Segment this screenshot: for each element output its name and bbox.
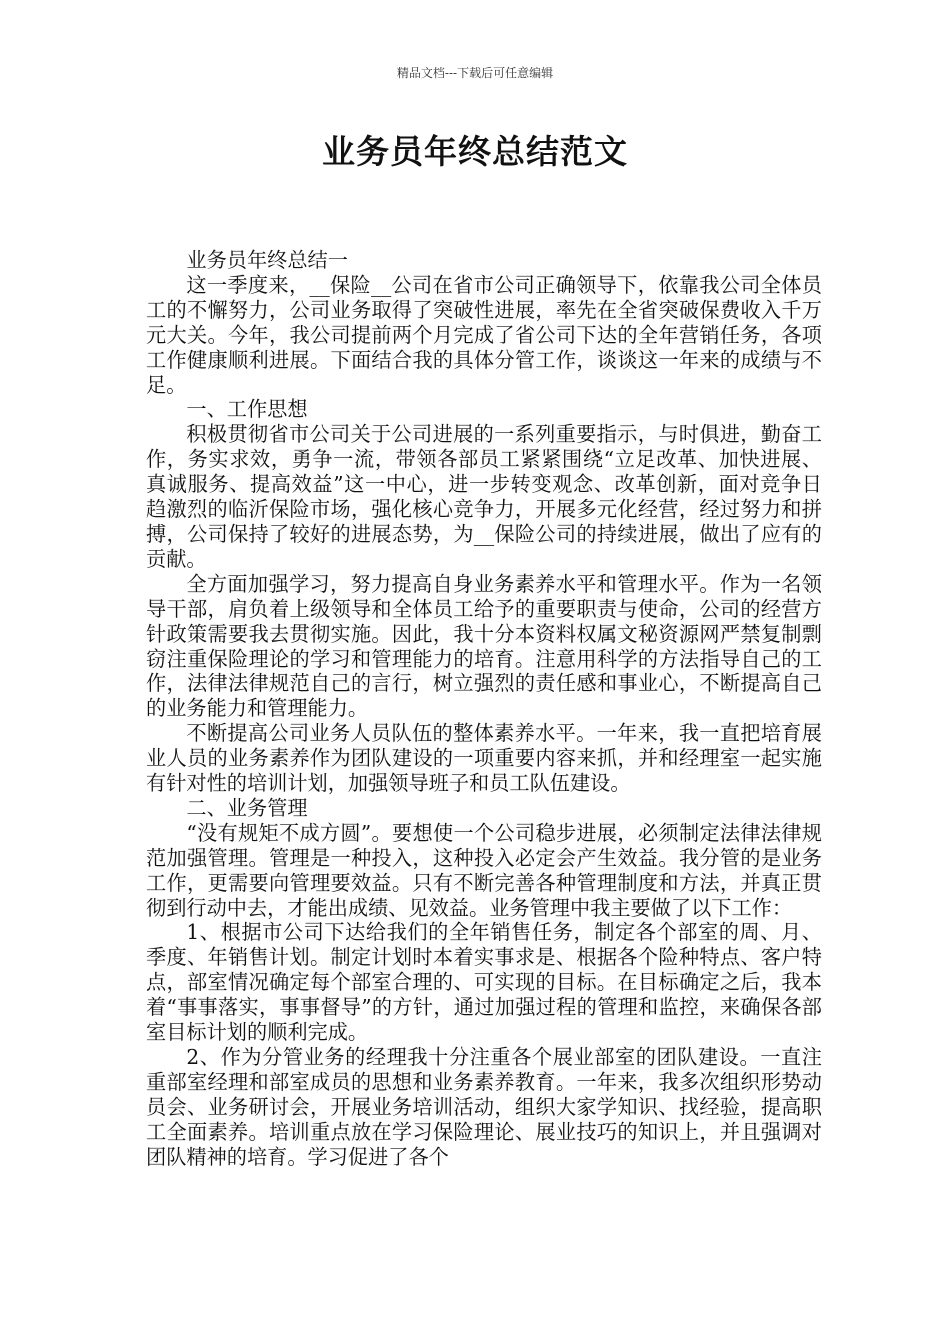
- paragraph-section-heading: 业务员年终总结一: [186, 248, 348, 272]
- paragraph: 2、作为分管业务的经理我十分注重各个展业部室的团队建设。一直注重部室经理和部室成员的思想和业务素养教育。一年来，我多次组织形势动员会、业务研讨会，开展业务培训活动，组织大家学知识、找经验，提高职工全面素养。培训重点放在学习保险理论、展业技巧的知识上，并且强调对团队精神的培育。学习促进了各个: [146, 1045, 822, 1169]
- paragraph-heading: 二、业务管理: [186, 795, 308, 820]
- header-note: 精品文档---下载后可任意编辑: [396, 66, 554, 80]
- paragraph: 全方面加强学习，努力提高自身业务素养水平和管理水平。作为一名领导干部，肩负着上级领导和全体员工给予的重要职责与使命，公司的经营方针政策需要我去贯彻实施。因此，我十分本资料权属文秘资源网严禁复制剽窃注重保险理论的学习和管理能力的培育。注意用科学的方法指导自己的工作，法律法律规范自己的言行，树立强烈的责任感和事业心，不断提高自己的业务能力和管理能力。: [146, 571, 822, 721]
- paragraph: 1、根据市公司下达给我们的全年销售任务，制定各个部室的周、月、季度、年销售计划。制定计划时本着实事求是、根据各个险种特点、客户特点，部室情况确定每个部室合理的、可实现的目标。在目标确定之后，我本着“事事落实，事事督导”的方针，通过加强过程的管理和监控，来确保各部室目标计划的顺利完成。: [146, 920, 822, 1045]
- paragraph: 积极贯彻省市公司关于公司进展的一系列重要指示，与时俱进，勤奋工作，务实求效，勇争一流，带领各部员工紧紧围绕“立足改革、加快进展、真诚服务、提高效益”这一中心，进一步转变观念、改革创新，面对竞争日趋激烈的临沂保险市场，强化核心竞争力，开展多元化经营，经过努力和拼搏，公司保持了较好的进展态势，为__保险公司的持续进展，做出了应有的贡献。: [146, 422, 822, 571]
- paragraph: “没有规矩不成方圆”。要想使一个公司稳步进展，必须制定法律法律规范加强管理。管理是一种投入，这种投入必定会产生效益。我分管的是业务工作，更需要向管理要效益。只有不断完善各种管理制度和方法，并真正贯彻到行动中去，才能出成绩、见效益。业务管理中我主要做了以下工作：: [146, 820, 822, 920]
- paragraph-heading: 一、工作思想: [186, 397, 308, 422]
- paragraph: 这一季度来，__保险__公司在省市公司正确领导下，依靠我公司全体员工的不懈努力，公司业务取得了突破性进展，率先在全省突破保费收入千万元大关。今年，我公司提前两个月完成了省公司下达的全年营销任务，各项工作健康顺利进展。下面结合我的具体分管工作，谈谈这一年来的成绩与不足。: [146, 272, 822, 397]
- document-body: [146, 248, 822, 1170]
- document-title: 业务员年终总结范文: [322, 132, 628, 171]
- paragraph: 不断提高公司业务人员队伍的整体素养水平。一年来，我一直把培育展业人员的业务素养作为团队建设的一项重要内容来抓，并和经理室一起实施有针对性的培训计划，加强领导班子和员工队伍建设。: [146, 721, 822, 796]
